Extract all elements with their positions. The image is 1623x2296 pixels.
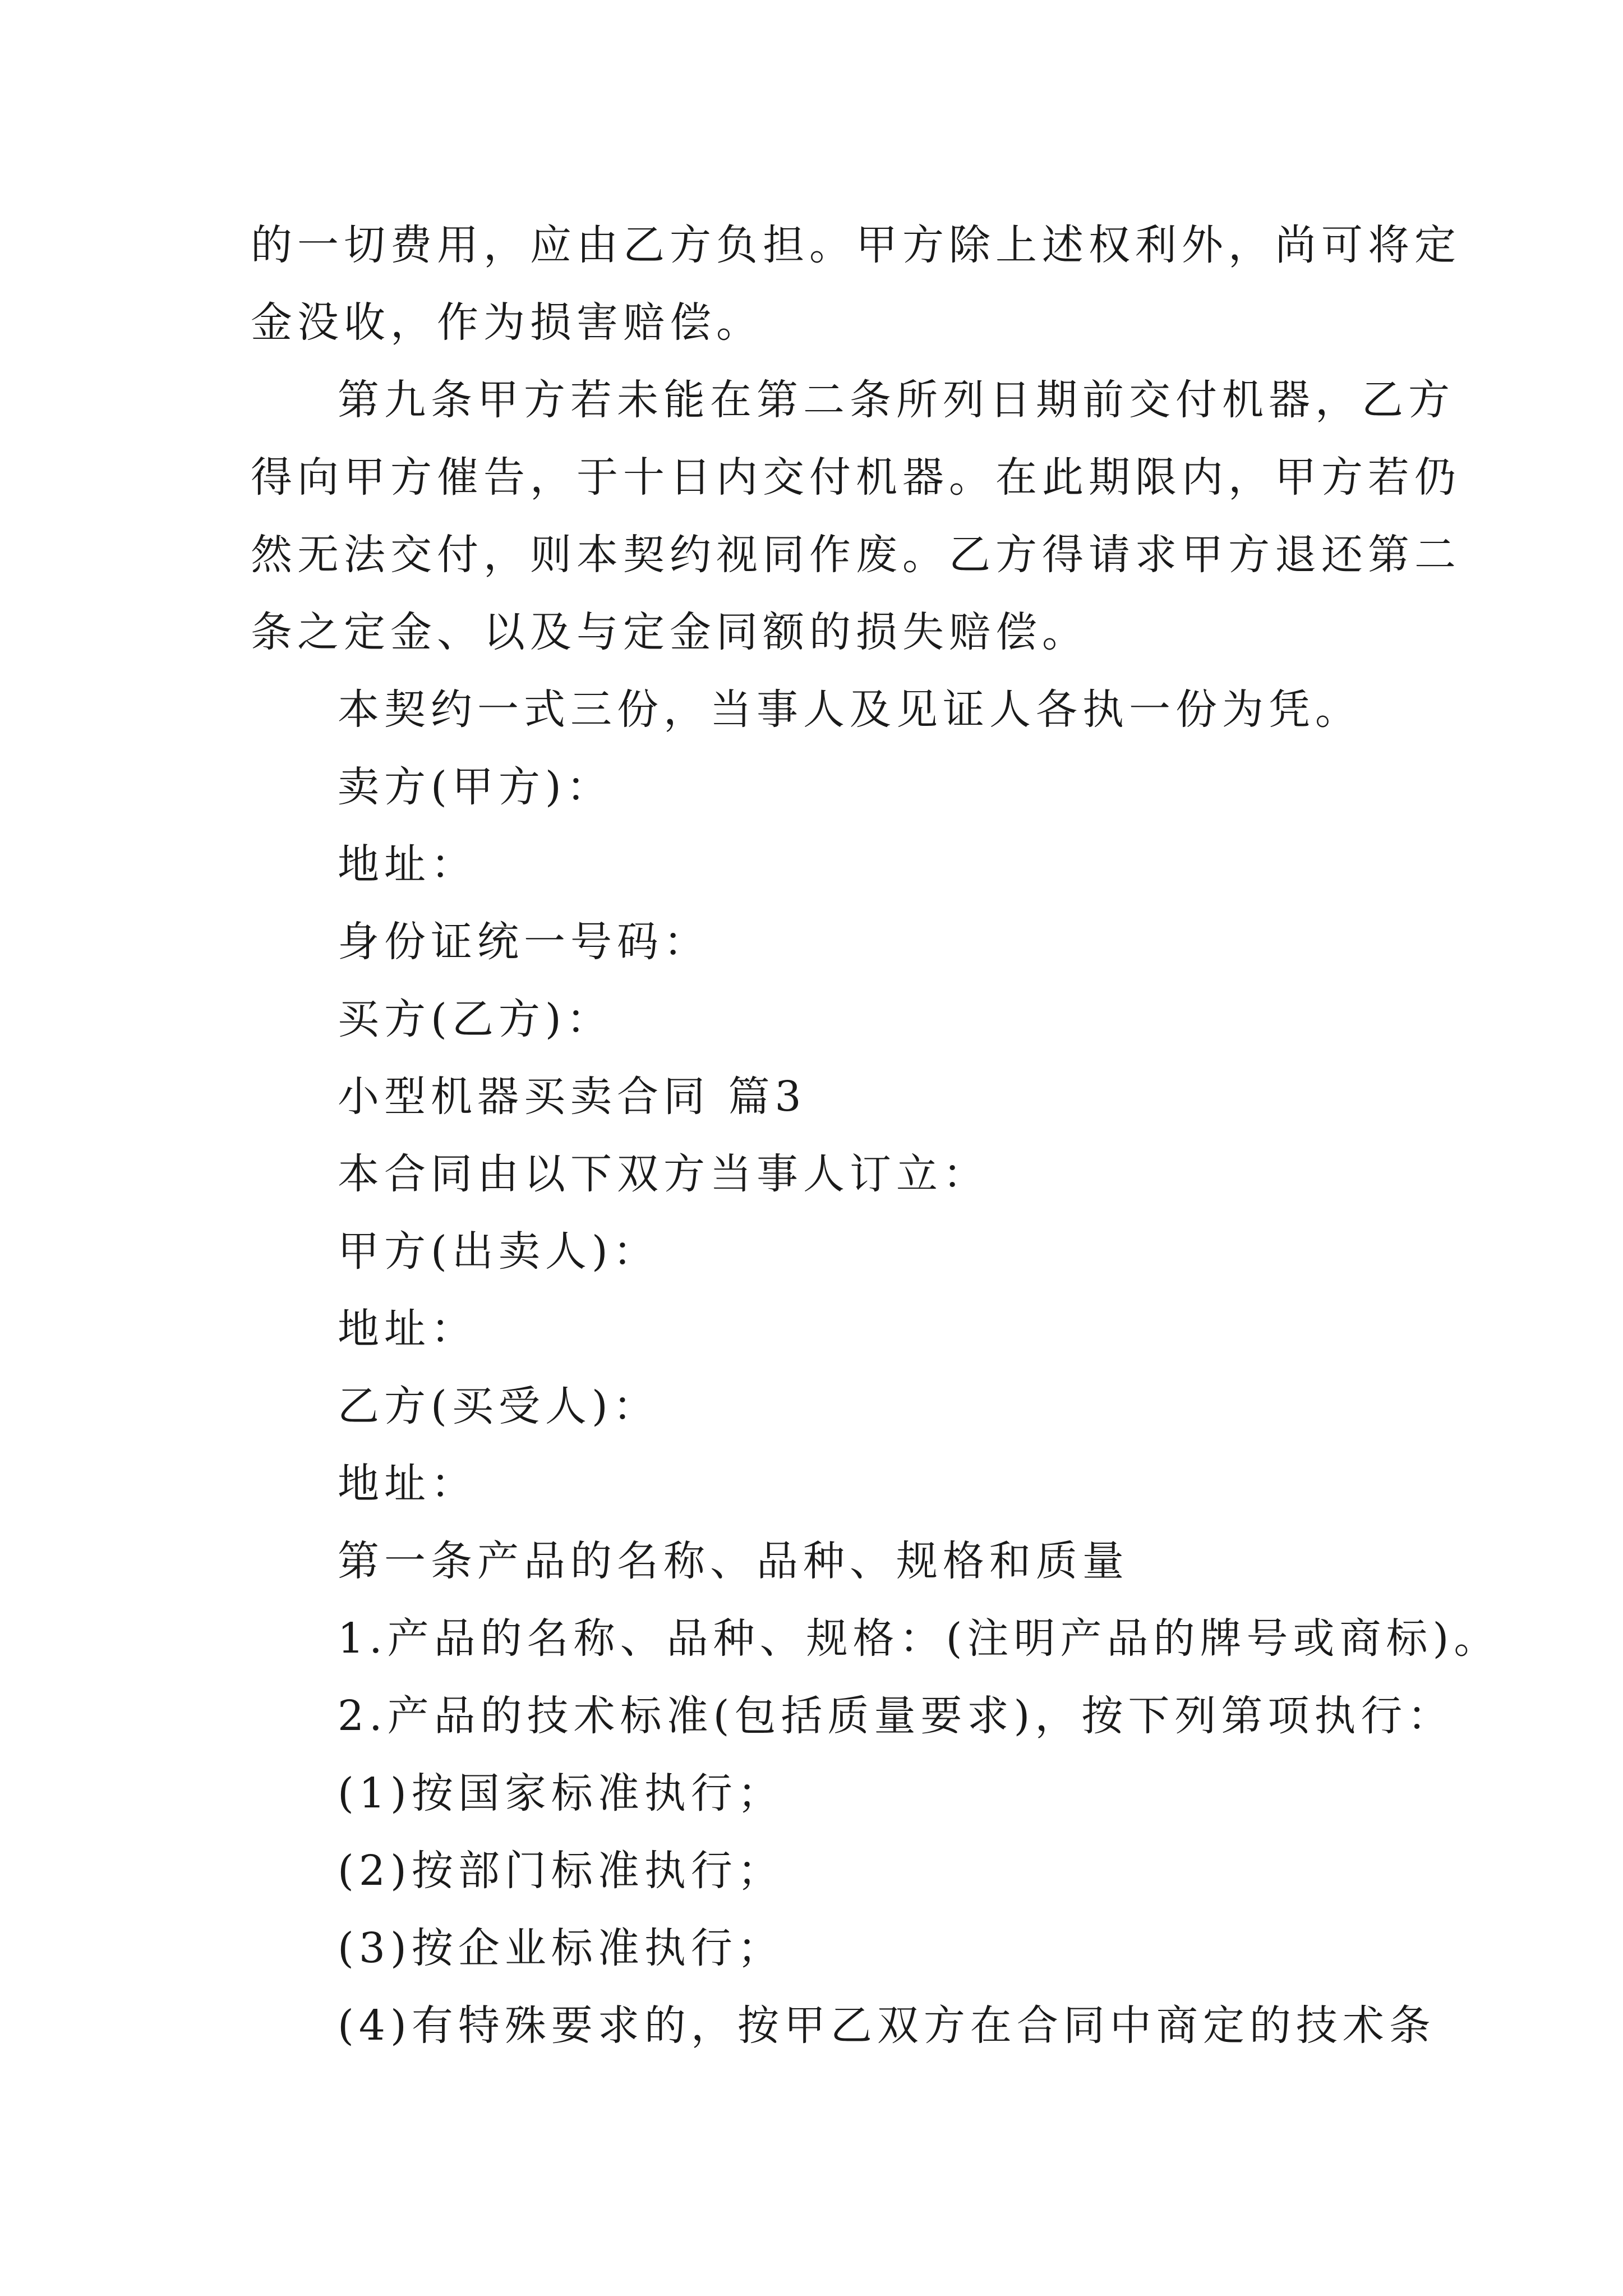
address-label: 地址： — [338, 1305, 477, 1353]
text-line: 金没收，作为损害赔偿。 — [251, 298, 763, 347]
buyer-label: 买方(乙方)： — [338, 995, 613, 1043]
text-line: 然无法交付，则本契约视同作废。乙方得请求甲方退还第二 — [251, 531, 1461, 579]
list-item: (3)按企业标准执行； — [338, 1924, 784, 1972]
list-item: 2.产品的技术标准(包括质量要求)，按下列第项执行： — [338, 1692, 1454, 1740]
party-b-label: 乙方(买受人)： — [338, 1382, 660, 1430]
text-line: 本合同由以下双方当事人订立： — [338, 1150, 989, 1198]
list-item: 1.产品的名称、品种、规格：(注明产品的牌号或商标)。 — [338, 1614, 1501, 1663]
list-item: (1)按国家标准执行； — [338, 1769, 784, 1818]
text-line: 得向甲方催告，于十日内交付机器。在此期限内，甲方若仍 — [251, 453, 1461, 501]
text-line: 条之定金、以及与定金同额的损失赔偿。 — [251, 608, 1089, 656]
seller-label: 卖方(甲方)： — [338, 763, 613, 811]
address-label: 地址： — [338, 1460, 477, 1508]
text-line: 第九条甲方若未能在第二条所列日期前交付机器，乙方 — [338, 376, 1455, 424]
list-item: (2)按部门标准执行； — [338, 1847, 784, 1895]
list-item: (4)有特殊要求的，按甲乙双方在合同中商定的技术条 — [338, 2001, 1436, 2050]
party-a-label: 甲方(出卖人)： — [338, 1227, 660, 1276]
article-heading: 第一条产品的名称、品种、规格和质量 — [338, 1537, 1129, 1585]
section-heading: 小型机器买卖合同 篇3 — [338, 1073, 806, 1121]
text-line: 的一切费用，应由乙方负担。甲方除上述权利外，尚可将定 — [251, 221, 1461, 269]
id-number-label: 身份证统一号码： — [338, 918, 710, 966]
address-label: 地址： — [338, 840, 477, 889]
text-line: 本契约一式三份，当事人及见证人各执一份为凭。 — [338, 685, 1362, 734]
document-body — [251, 206, 1501, 2064]
